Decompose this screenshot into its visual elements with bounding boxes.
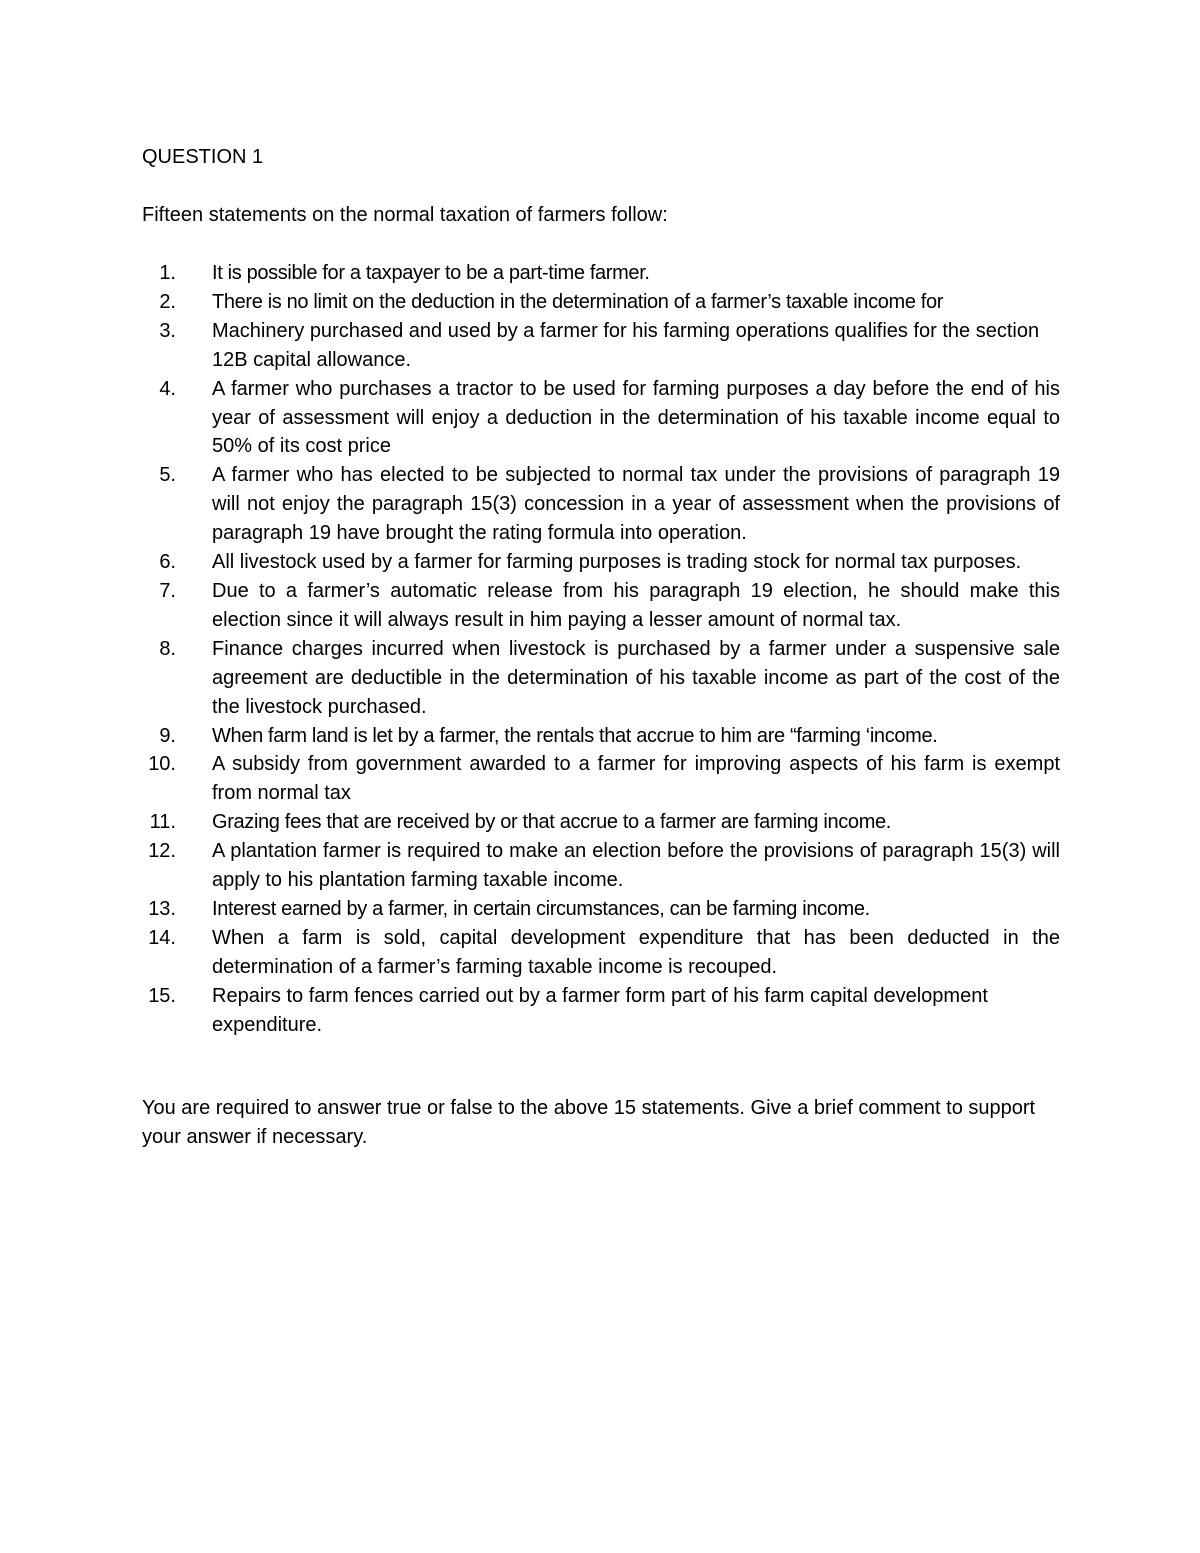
statement-text: Due to a farmer’s automatic release from his paragraph 19 election, he should make this election since it will always result in him paying a lesser amount of normal tax. [212, 579, 1060, 631]
statement-item [142, 635, 1060, 722]
statement-text: There is no limit on the deduction in the determination of a farmer’s taxable income for [212, 290, 944, 313]
statement-number: 8. [159, 637, 176, 660]
statement-number: 10. [148, 753, 176, 776]
statement-number: 2. [159, 290, 176, 313]
statement-text: Repairs to farm fences carried out by a farmer form part of his farm capital development expenditure. [212, 984, 988, 1036]
statement-item [142, 375, 1060, 462]
statement-number: 13. [148, 897, 176, 920]
statement-item [142, 288, 1060, 317]
statement-item [142, 808, 1060, 837]
statement-item [142, 924, 1060, 982]
statement-number: 12. [148, 840, 176, 863]
statement-item [142, 317, 1060, 375]
instruction-paragraph: You are required to answer true or false to the above 15 statements. Give a brief comment to support your answer if necessary. [142, 1097, 1036, 1148]
statement-number: 3. [159, 319, 176, 342]
statement-number: 6. [159, 551, 176, 574]
statement-number: 14. [148, 926, 176, 949]
statement-item [142, 837, 1060, 895]
statement-number: 1. [159, 262, 176, 284]
statement-number: 15. [148, 984, 176, 1007]
statement-text: It is possible for a taxpayer to be a part-time farmer. [212, 262, 650, 284]
statement-text: A farmer who has elected to be subjected to normal tax under the provisions of paragraph 19 will not enjoy the paragraph 15(3) concession in a year of assessment when the provisions of paragraph 19 have brought the rating formula into operation. [212, 464, 1060, 545]
intro-paragraph: Fifteen statements on the normal taxation of farmers follow: [142, 204, 668, 226]
statement-text: All livestock used by a farmer for farming purposes is trading stock for normal tax purposes. [212, 551, 1022, 574]
statement-item [142, 548, 1060, 577]
statement-item [142, 982, 1060, 1040]
statement-text: Finance charges incurred when livestock is purchased by a farmer under a suspensive sale agreement are deductible in the determination of his taxable income as part of the cost of the the livestock purchased. [212, 637, 1060, 718]
statement-number: 9. [159, 724, 176, 747]
statement-number: 11. [149, 811, 176, 834]
statement-number: 4. [159, 377, 176, 400]
statement-number: 5. [159, 464, 176, 487]
statement-item [142, 577, 1060, 635]
statements-list [142, 259, 1060, 1039]
statement-text: A plantation farmer is required to make an election before the provisions of paragraph 15(3) will apply to his plantation farming taxable income. [212, 840, 1060, 892]
statement-item [142, 895, 1060, 924]
statement-item [142, 722, 1060, 751]
statement-text: A subsidy from government awarded to a farmer for improving aspects of his farm is exempt from normal tax [212, 753, 1060, 805]
question-heading: QUESTION 1 [142, 146, 264, 168]
statement-item [142, 750, 1060, 808]
statement-text: Interest earned by a farmer, in certain circumstances, can be farming income. [212, 897, 870, 920]
statement-item [142, 461, 1060, 548]
statement-text: When farm land is let by a farmer, the rentals that accrue to him are “farming ‘income. [212, 724, 938, 747]
statement-item [142, 259, 1060, 288]
statement-text: When a farm is sold, capital development expenditure that has been deducted in the determination of a farmer’s farming taxable income is recouped. [212, 926, 1060, 978]
statement-text: A farmer who purchases a tractor to be used for farming purposes a day before the end of his year of assessment will enjoy a deduction in the determination of his taxable income equal to 50% of its cost price [212, 377, 1060, 458]
statement-text: Machinery purchased and used by a farmer for his farming operations qualifies for the section 12B capital allowance. [212, 319, 1040, 371]
statement-text: Grazing fees that are received by or that accrue to a farmer are farming income. [212, 811, 891, 834]
statement-number: 7. [159, 579, 176, 602]
